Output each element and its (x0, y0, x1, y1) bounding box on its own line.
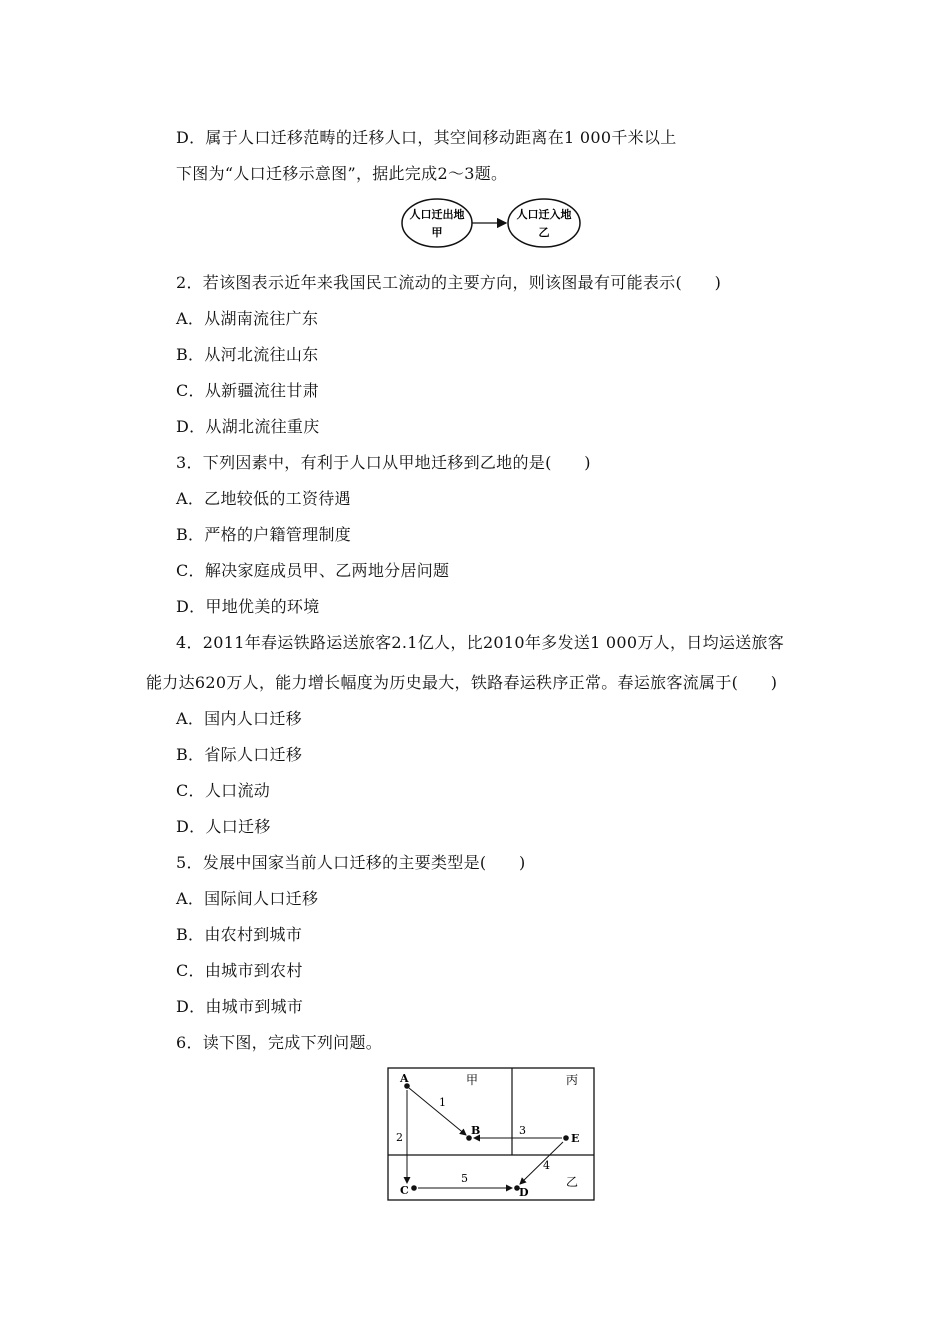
question-2: 2．若该图表示近年来我国民工流动的主要方向，则该图最有可能表示( ) (176, 273, 722, 292)
question-3: 3．下列因素中，有利于人口从甲地迁移到乙地的是( ) (176, 453, 591, 472)
origin-ellipse (402, 199, 472, 247)
option-d-line: D．属于人口迁移范畴的迁移人口，其空间移动距离在1 000千米以上 (176, 128, 677, 147)
question-6: 6．读下图，完成下列问题。 (176, 1033, 383, 1052)
question-4-option-d: D．人口迁移 (176, 817, 271, 836)
map-frame (388, 1068, 594, 1200)
region-jia-label: 甲 (466, 1073, 479, 1087)
question-4-option-a: A．国内人口迁移 (176, 709, 302, 728)
question-5-option-c: C．由城市到农村 (176, 961, 303, 980)
point-e (563, 1135, 569, 1141)
question-5-option-a: A．国际间人口迁移 (176, 889, 319, 908)
question-4-line-1: 4．2011年春运铁路运送旅客2.1亿人，比2010年多发送1 000万人，日均运送旅客 (176, 633, 785, 652)
question-2-option-a: A．从湖南流往广东 (176, 309, 319, 328)
point-c-label: C (400, 1184, 409, 1197)
migration-diagram (400, 196, 586, 252)
question-5-option-d: D．由城市到城市 (176, 997, 304, 1016)
point-e-label: E (571, 1132, 580, 1145)
question-3-option-d: D．甲地优美的环境 (176, 597, 320, 616)
region-bing-label: 丙 (566, 1073, 579, 1087)
arrow-2-label: 2 (396, 1131, 403, 1144)
intro-line: 下图为“人口迁移示意图”，据此完成2～3题。 (176, 164, 508, 183)
point-a-label: A (400, 1072, 409, 1085)
question-2-option-b: B．从河北流往山东 (176, 345, 319, 364)
question-4-option-b: B．省际人口迁移 (176, 745, 303, 764)
point-d-label: D (519, 1186, 529, 1199)
region-flow-diagram (386, 1066, 596, 1204)
question-2-option-c: C．从新疆流往甘肃 (176, 381, 319, 400)
question-3-option-b: B．严格的户籍管理制度 (176, 525, 352, 544)
destination-label: 人口迁入地 (516, 208, 572, 221)
question-4-line-2: 能力达620万人，能力增长幅度为历史最大，铁路春运秩序正常。春运旅客流属于( ) (146, 673, 778, 692)
arrow-4-label: 4 (543, 1159, 550, 1172)
point-b-label: B (471, 1124, 481, 1137)
origin-sub-label: 甲 (431, 226, 443, 239)
region-yi-label: 乙 (566, 1175, 579, 1189)
destination-ellipse (508, 199, 580, 247)
question-4-option-c: C．人口流动 (176, 781, 271, 800)
destination-sub-label: 乙 (538, 226, 550, 239)
question-5-option-b: B．由农村到城市 (176, 925, 303, 944)
question-2-option-d: D．从湖北流往重庆 (176, 417, 320, 436)
question-3-option-c: C．解决家庭成员甲、乙两地分居问题 (176, 561, 450, 580)
question-3-option-a: A．乙地较低的工资待遇 (176, 489, 351, 508)
question-5: 5．发展中国家当前人口迁移的主要类型是( ) (176, 853, 526, 872)
arrow-5-label: 5 (461, 1172, 468, 1185)
arrow-3-label: 3 (519, 1124, 526, 1137)
origin-label: 人口迁出地 (409, 208, 465, 221)
arrow-1-label: 1 (439, 1096, 446, 1109)
point-c (411, 1185, 417, 1191)
